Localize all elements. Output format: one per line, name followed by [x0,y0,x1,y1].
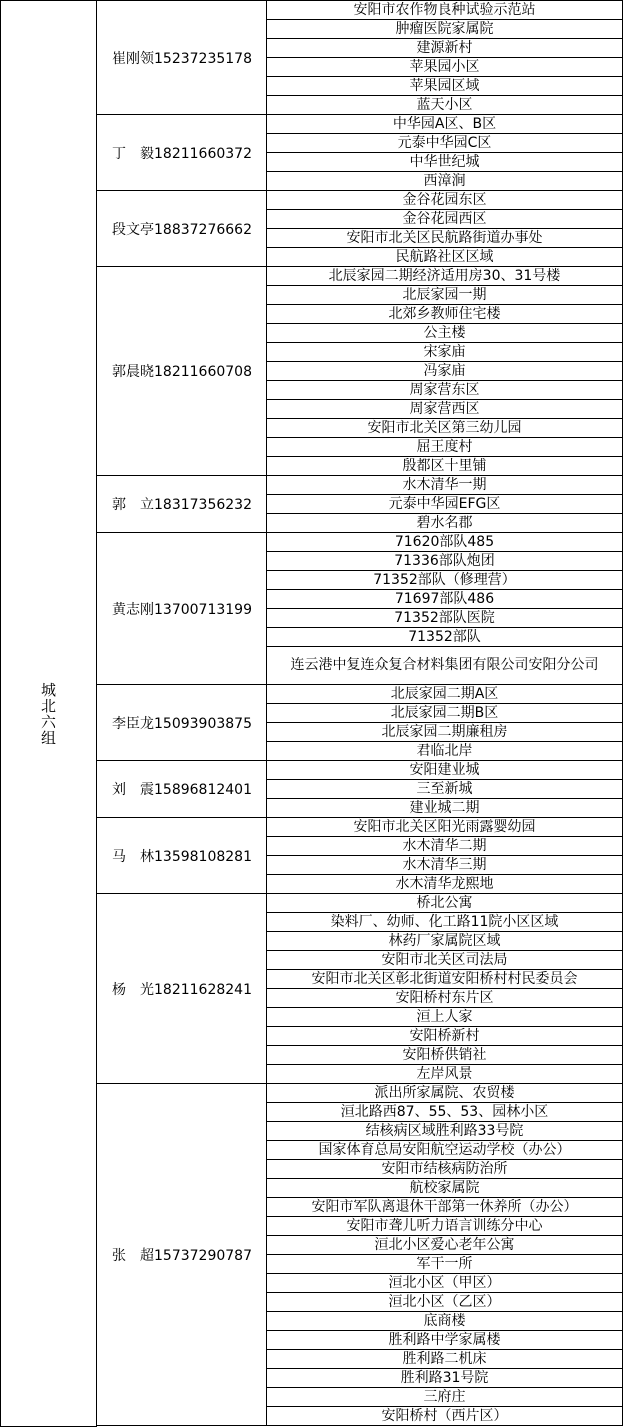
area-name: 三至新城 [416,780,473,797]
area-name: 桥北公寓 [416,894,473,911]
area-name: 建源新村 [416,39,473,56]
person-name-phone: 张 超15737290787 [112,1247,252,1264]
area-cell [266,266,623,286]
area-name: 71352部队（修理营） [373,571,516,588]
area-cell [266,1216,623,1236]
area-name: 元泰中华园EFG区 [388,495,501,512]
area-name: 林药厂家属院区域 [388,932,501,949]
person-name-phone: 段文亭18837276662 [112,221,252,238]
area-name: 蓝天小区 [416,96,473,113]
area-name: 71697部队486 [394,590,495,607]
area-name: 周家营东区 [409,381,480,398]
area-name: 西漳涧 [423,172,466,189]
area-cell [266,1140,623,1160]
area-cell [266,19,623,39]
area-cell [266,76,623,96]
group-label: 城北六组 [39,681,57,746]
area-name: 安阳市北关区彰北街道安阳桥村村民委员会 [311,970,578,987]
area-name: 国家体育总局安阳航空运动学校（办公） [318,1141,571,1158]
area-cell [266,399,623,419]
person-cell [96,684,267,761]
area-cell [266,342,623,362]
area-cell [266,874,623,894]
area-cell [266,1159,623,1179]
area-cell [266,741,623,761]
area-cell [266,171,623,191]
area-cell [266,1254,623,1274]
area-cell [266,133,623,153]
area-name: 苹果园区域 [409,77,480,94]
area-name: 北郊乡教师住宅楼 [388,305,501,322]
area-name: 安阳桥新村 [409,1027,480,1044]
area-name: 民航路社区区域 [395,248,494,265]
area-name: 71336部队炮团 [394,552,495,569]
area-name: 洹北小区（甲区） [388,1274,501,1291]
area-name: 71352部队医院 [394,609,495,626]
area-name: 洹北小区（乙区） [388,1293,501,1310]
area-cell [266,931,623,951]
area-cell [266,532,623,552]
area-name: 安阳市聋儿听力语言训练分中心 [346,1217,543,1234]
person-name-phone: 李臣龙15093903875 [112,715,252,732]
area-name: 元泰中华园C区 [397,134,492,151]
area-cell [266,969,623,989]
area-name: 胜利路中学家属楼 [388,1331,501,1348]
area-name: 肿瘤医院家属院 [395,20,494,37]
person-cell [96,893,267,1084]
area-cell [266,627,623,647]
area-name: 宋家庙 [423,343,466,360]
person-cell [96,1083,267,1426]
area-name: 三府庄 [423,1388,466,1405]
area-cell [266,114,623,134]
area-cell [266,1064,623,1084]
area-name: 公主楼 [423,324,466,341]
area-cell [266,1292,623,1312]
area-name: 北辰家园二期A区 [390,685,499,702]
area-name: 水木清华一期 [402,476,487,493]
area-name: 安阳市北关区司法局 [381,951,508,968]
area-name: 底商楼 [423,1312,466,1329]
area-name: 航校家属院 [409,1179,480,1196]
person-cell [96,532,267,685]
area-cell [266,760,623,780]
person-cell [96,475,267,533]
area-cell [266,0,623,20]
person-name-phone: 郭晨晓18211660708 [112,364,252,380]
area-cell [266,1083,623,1103]
area-cell [266,836,623,856]
area-cell [266,1102,623,1122]
area-name: 安阳市军队离退休干部第一休养所（办公） [311,1198,578,1215]
area-name: 洹北路西87、55、53、园林小区 [340,1103,549,1120]
area-name: 苹果园小区 [409,58,480,75]
area-cell [266,722,623,742]
person-name-phone: 丁 毅18211660372 [112,145,252,162]
area-cell [266,1330,623,1350]
area-name: 北辰家园二期B区 [390,704,499,721]
area-cell [266,380,623,400]
area-cell [266,1387,623,1407]
area-name: 军干一所 [416,1255,473,1272]
area-cell [266,1349,623,1369]
area-name: 安阳桥供销社 [402,1046,487,1063]
area-cell [266,304,623,324]
area-cell [266,1045,623,1065]
person-name-phone: 崔刚领15237235178 [112,50,252,67]
person-cell [96,0,267,115]
area-cell [266,1311,623,1331]
area-name: 胜利路二机床 [402,1350,487,1367]
area-cell [266,988,623,1008]
area-cell [266,190,623,210]
area-cell [266,1121,623,1141]
area-cell [266,1007,623,1027]
area-name: 71620部队485 [394,533,495,550]
area-name: 金谷花园西区 [402,210,487,227]
area-cell [266,1235,623,1255]
group-cell [0,0,97,1427]
area-cell [266,893,623,913]
area-cell [266,285,623,305]
person-name-phone: 刘 震15896812401 [112,782,252,798]
area-cell [266,247,623,267]
area-cell [266,209,623,229]
person-cell [96,190,267,267]
area-name: 冯家庙 [423,362,466,379]
area-cell [266,95,623,115]
area-name: 染料厂、幼师、化工路11院小区区域 [330,913,559,930]
area-cell [266,646,623,685]
area-name: 71352部队 [408,628,481,645]
area-cell [266,608,623,628]
area-name: 金谷花园东区 [402,191,487,208]
person-cell [96,266,267,476]
area-name: 殷都区十里铺 [402,457,487,474]
area-name: 安阳市北关区民航路街道办事处 [346,229,543,246]
area-name: 建业城二期 [409,799,480,816]
area-cell [266,1026,623,1046]
area-cell [266,38,623,58]
area-cell [266,798,623,818]
person-cell [96,760,267,818]
area-cell [266,817,623,837]
area-cell [266,1406,623,1426]
area-name: 北辰家园二期廉租房 [381,723,508,740]
area-cell [266,1273,623,1293]
area-cell [266,684,623,704]
area-name: 连云港中复连众复合材料集团有限公司安阳分公司 [290,657,599,673]
area-name: 安阳市北关区第三幼儿园 [367,419,522,436]
area-name: 碧水名郡 [416,514,473,531]
area-name: 君临北岸 [416,742,473,759]
area-name: 周家营西区 [409,400,480,417]
area-cell [266,1178,623,1198]
area-name: 洹上人家 [416,1008,473,1025]
area-cell [266,950,623,970]
area-cell [266,1197,623,1217]
area-cell [266,361,623,381]
area-cell [266,57,623,77]
area-cell [266,513,623,533]
area-cell [266,855,623,875]
area-name: 中华园A区、B区 [392,115,497,132]
area-cell [266,494,623,514]
person-name-phone: 杨 光18211628241 [112,981,252,998]
area-name: 屈王度村 [416,438,473,455]
area-name: 派出所家属院、农贸楼 [374,1084,515,1101]
person-cell [96,817,267,894]
area-cell [266,1368,623,1388]
area-name: 安阳桥村东片区 [395,989,494,1006]
area-cell [266,589,623,609]
area-name: 安阳建业城 [409,761,480,778]
area-cell [266,703,623,723]
person-name-phone: 黄志刚13700713199 [112,601,252,618]
person-name-phone: 马 林13598108281 [112,848,252,865]
area-cell [266,418,623,438]
area-name: 左岸风景 [416,1065,473,1082]
area-cell [266,551,623,571]
area-name: 中华世纪城 [409,153,480,170]
area-cell [266,323,623,343]
area-cell [266,475,623,495]
area-cell [266,437,623,457]
area-name: 北辰家园二期经济适用房30、31号楼 [328,267,561,284]
area-name: 安阳市农作物良种试验示范站 [353,1,536,18]
area-name: 安阳市北关区阳光雨露婴幼园 [353,818,536,835]
area-cell [266,228,623,248]
person-name-phone: 郭 立18317356232 [112,497,252,513]
area-cell [266,912,623,932]
person-cell [96,114,267,191]
area-cell [266,779,623,799]
area-name: 水木清华三期 [402,856,487,873]
area-name: 洹北小区爱心老年公寓 [374,1236,515,1253]
area-name: 北辰家园一期 [402,286,487,303]
area-name: 结核病区域胜利路33号院 [365,1122,524,1139]
area-cell [266,570,623,590]
area-name: 水木清华二期 [402,837,487,854]
area-name: 安阳市结核病防治所 [381,1160,508,1177]
area-cell [266,456,623,476]
area-name: 水木清华龙熙地 [395,875,494,892]
area-name: 胜利路31号院 [400,1369,489,1386]
area-cell [266,152,623,172]
area-name: 安阳桥村（西片区） [381,1407,508,1424]
